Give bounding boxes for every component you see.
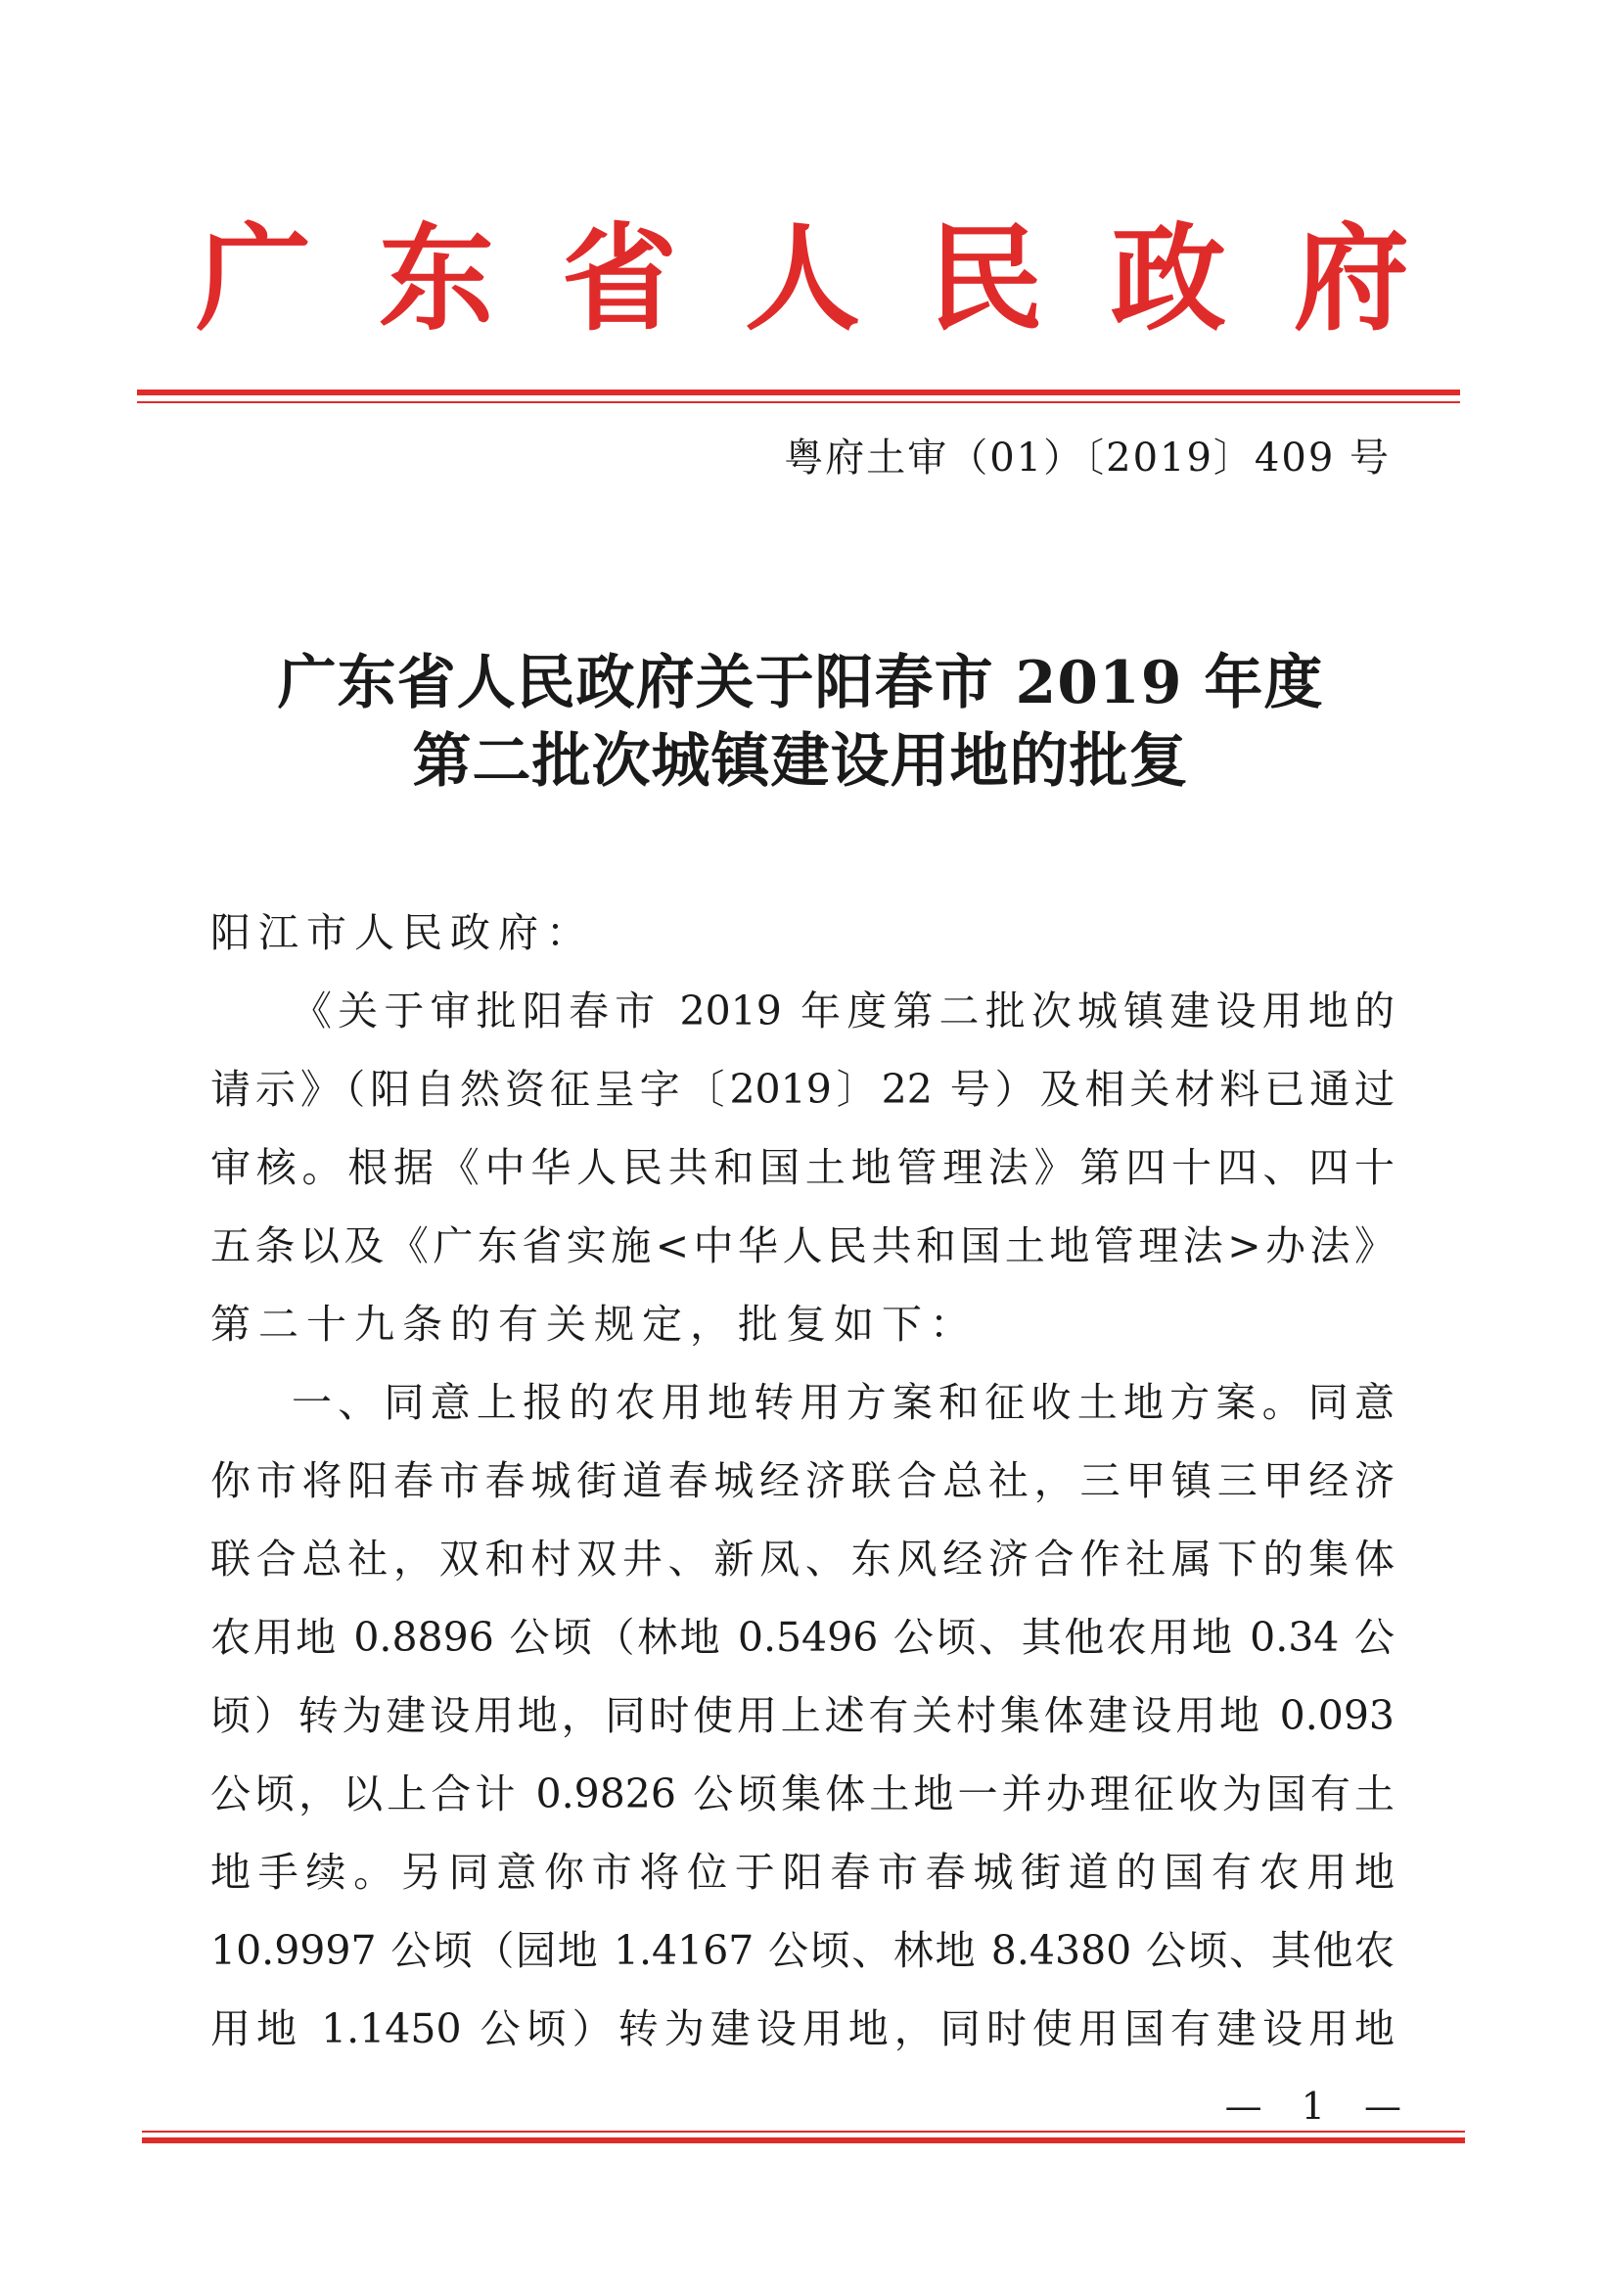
footer-divider-thin (142, 2131, 1465, 2133)
addressee: 阳江市人民政府： (210, 909, 594, 956)
issuing-authority-header (196, 210, 1409, 347)
page-number: — 1 — (1224, 2085, 1415, 2128)
document-number: 粤府土审（01）〔2019〕409 号 (784, 436, 1391, 481)
header-char: 府 (1293, 210, 1409, 346)
body-line: 审核。根据《中华人民共和国土地管理法》第四十四、四十 (210, 1144, 1395, 1191)
body-line: 用地 1.1450 公顷）转为建设用地，同时使用国有建设用地 (210, 2005, 1395, 2052)
body-line: 《关于审批阳春市 2019 年度第二批次城镇建设用地的 (292, 987, 1395, 1034)
body-line: 请示》（阳自然资征呈字〔2019〕22 号）及相关材料已通过 (210, 1066, 1395, 1113)
body-line: 你市将阳春市春城街道春城经济联合总社，三甲镇三甲经济 (210, 1457, 1395, 1504)
header-char: 政 (1110, 210, 1226, 346)
body-line: 地手续。另同意你市将位于阳春市春城街道的国有农用地 (210, 1849, 1395, 1896)
body-line: 10.9997 公顷（园地 1.4167 公顷、林地 8.4380 公顷、其他农 (210, 1927, 1395, 1974)
header-char: 广 (196, 210, 312, 346)
body-line: 农用地 0.8896 公顷（林地 0.5496 公顷、其他农用地 0.34 公 (210, 1614, 1395, 1661)
header-char: 东 (378, 210, 494, 346)
header-char: 省 (561, 210, 677, 346)
footer-divider-thick (142, 2137, 1465, 2143)
header-char: 民 (927, 210, 1043, 346)
document-title-line-2: 第二批次城镇建设用地的批复 (412, 727, 1189, 796)
body-line: 公顷，以上合计 0.9826 公顷集体土地一并办理征收为国有土 (210, 1770, 1395, 1817)
body-line: 五条以及《广东省实施<中华人民共和国土地管理法>办法》 (210, 1222, 1395, 1269)
document-title-line-1: 广东省人民政府关于阳春市 2019 年度 (277, 649, 1324, 717)
header-divider-thick (137, 390, 1460, 395)
body-line: 一、同意上报的农用地转用方案和征收土地方案。同意 (292, 1379, 1395, 1426)
body-line: 顷）转为建设用地，同时使用上述有关村集体建设用地 0.093 (210, 1692, 1395, 1739)
header-divider-thin (137, 401, 1460, 403)
body-line: 联合总社，双和村双井、新凤、东风经济合作社属下的集体 (210, 1536, 1395, 1583)
header-char: 人 (744, 210, 860, 346)
body-line: 第二十九条的有关规定，批复如下： (210, 1301, 978, 1348)
